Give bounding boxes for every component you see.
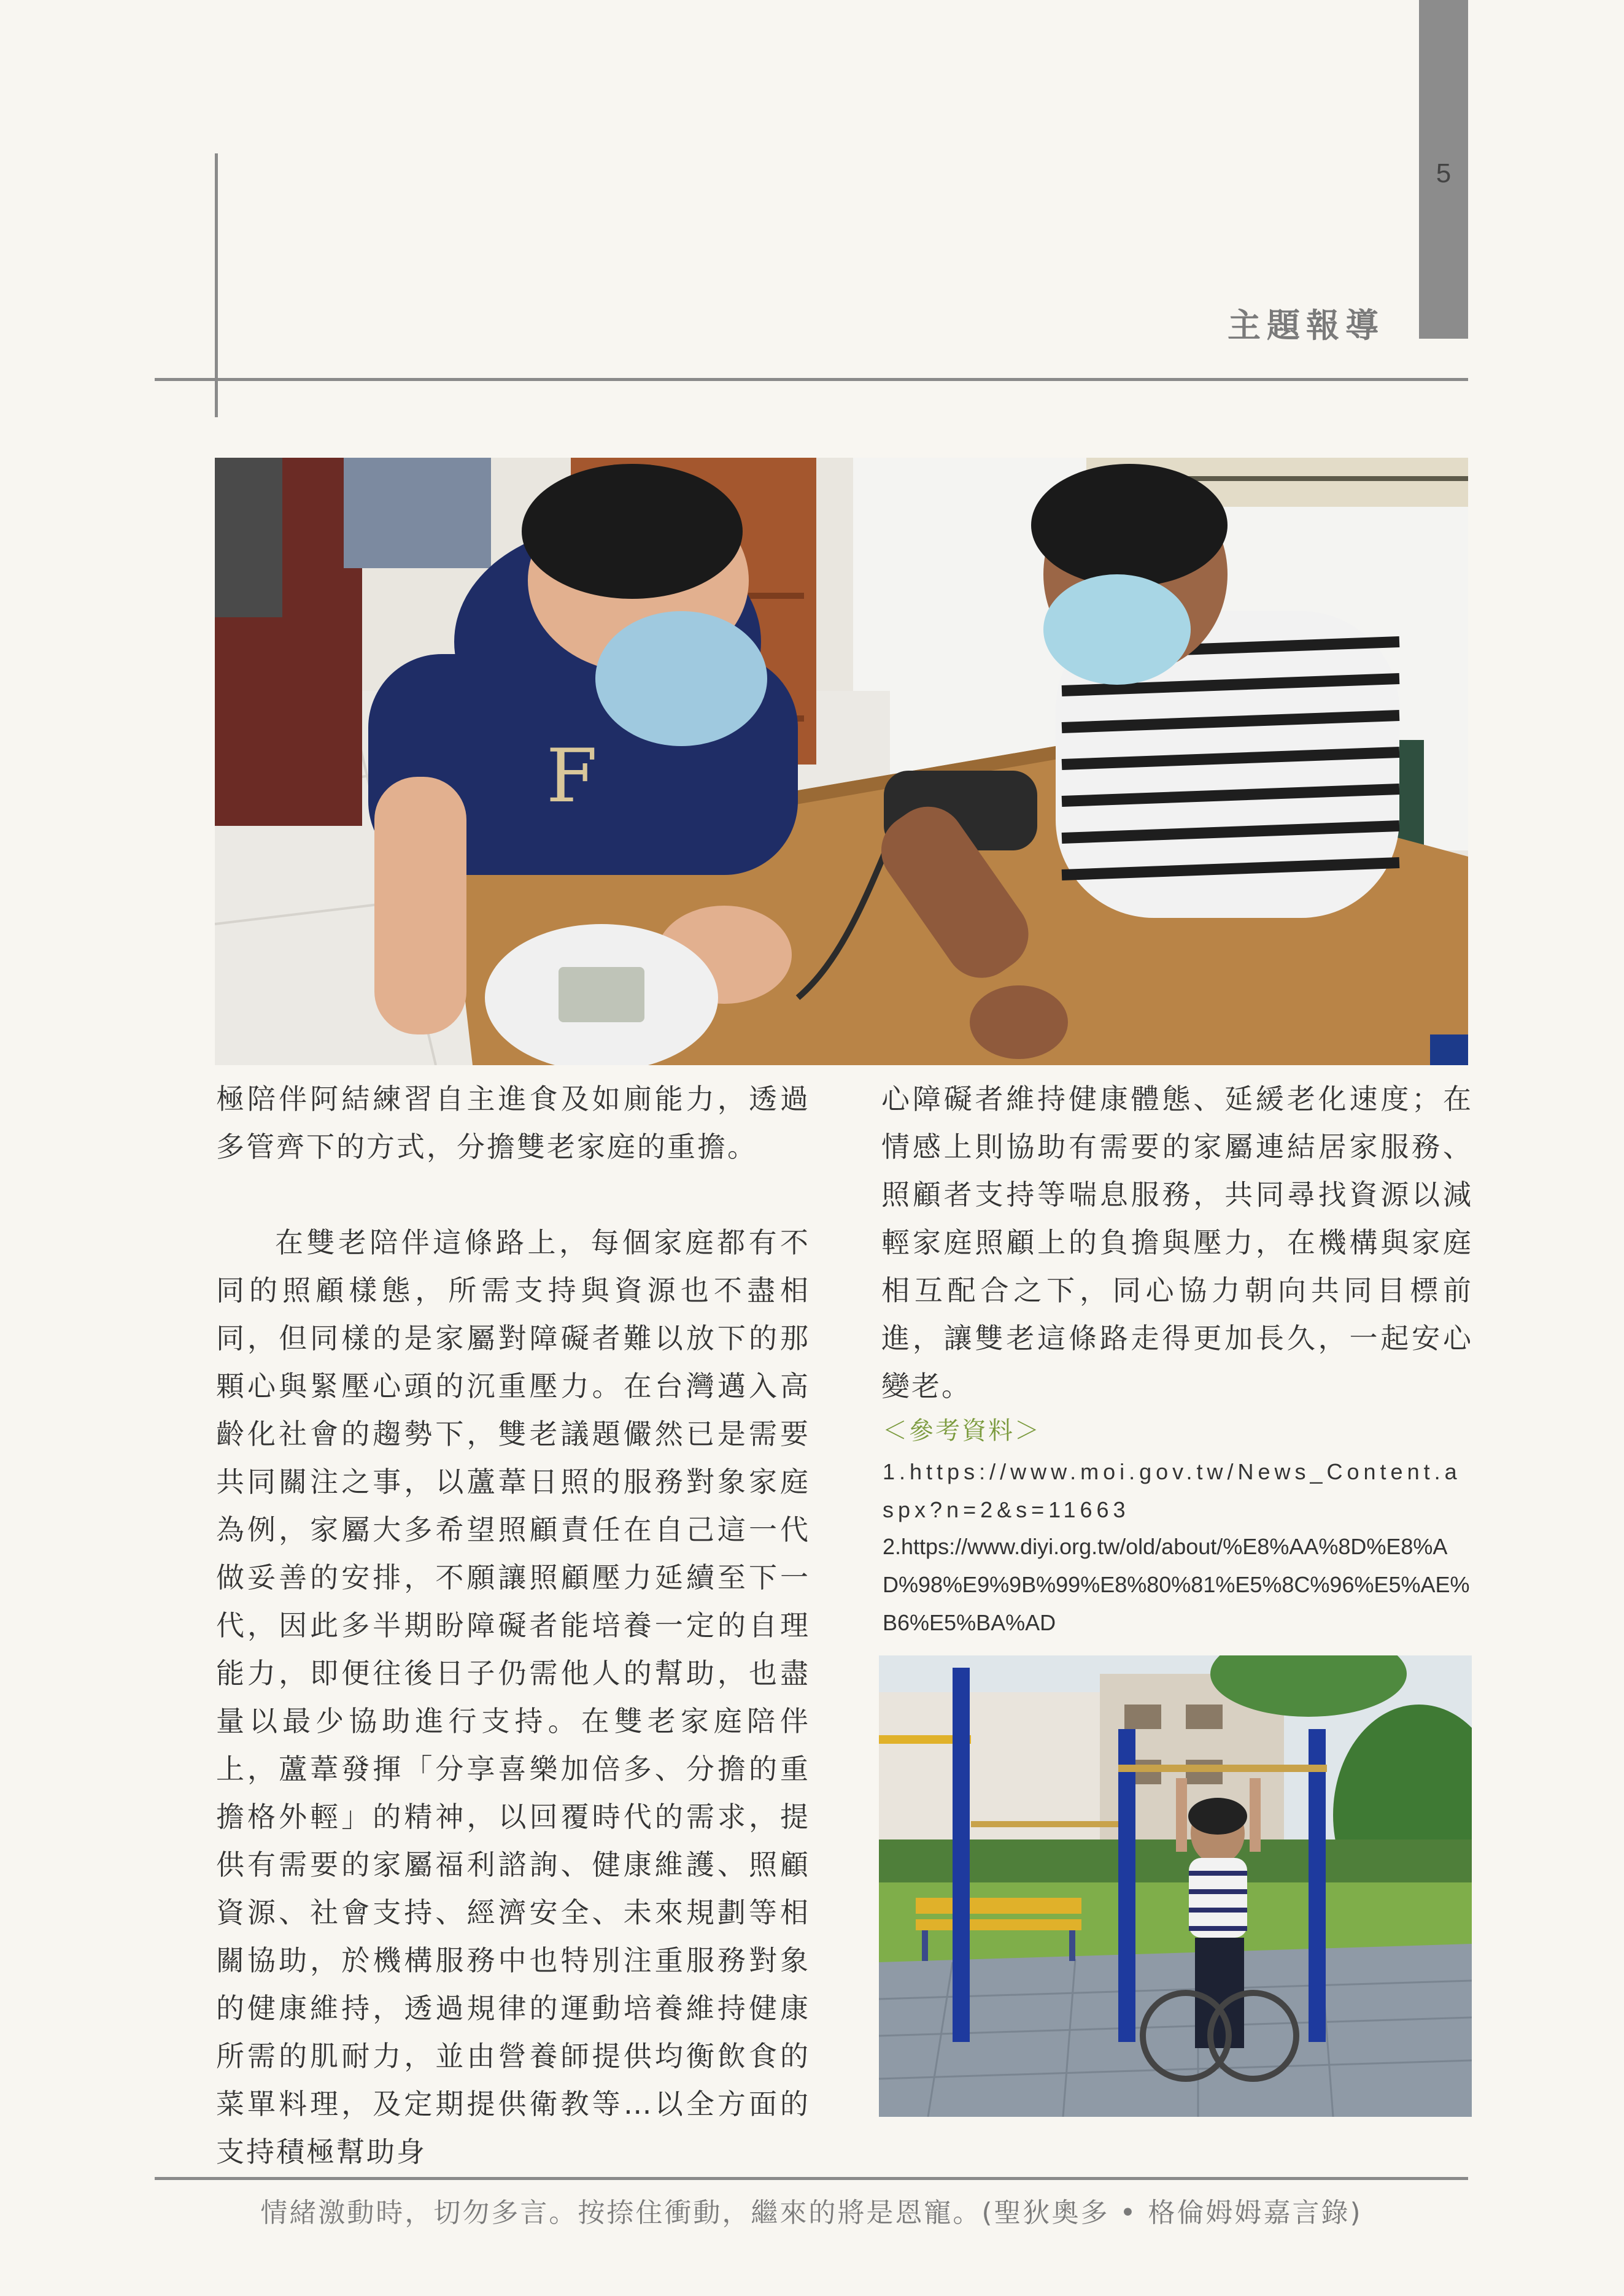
left-paragraph-1: 極陪伴阿結練習自主進食及如廁能力，透過多管齊下的方式，分擔雙老家庭的重擔。 bbox=[216, 1082, 810, 1163]
blood-pressure-measurement-photo bbox=[215, 458, 1468, 1065]
references-title: ＜參考資料＞ bbox=[883, 1417, 1041, 1445]
svg-text:F: F bbox=[546, 734, 598, 819]
top-photo bbox=[215, 458, 1468, 1065]
reference-link-1[interactable]: 1.https://www.moi.gov.tw/News_Content.aspx?n=2&s=11663 bbox=[883, 1459, 1461, 1522]
header-rule bbox=[155, 378, 1468, 381]
bottom-photo bbox=[879, 1655, 1472, 2117]
outdoor-exercise-bars-photo bbox=[879, 1655, 1472, 2117]
right-paragraph-1: 心障礙者維持健康體態、延緩老化速度；在情感上則協助有需要的家屬連結居家服務、照顧者支持等喘息服務，共同尋找資源以減輕家庭照顧上的負擔與壓力，在機構與家庭相互配合之下，同心協力朝向共同目標前進，讓雙老這條路走得更加長久，一起安心變老。 bbox=[881, 1082, 1473, 1403]
footer-rule bbox=[155, 2177, 1468, 2180]
reference-link-2[interactable]: 2.https://www.diyi.org.tw/old/about/%E8%AA%8D%E8%AD%98%E9%9B%99%E8%80%81%E5%8C%96%E5%AE%B6%E5%BA%AD bbox=[883, 1534, 1470, 1635]
footer-quote: 情緒激動時，切勿多言。按捺住衝動，繼來的將是恩寵。(聖狄奧多 • 格倫姆姆嘉言錄) bbox=[260, 2197, 1363, 2229]
left-paragraph-2: 在雙老陪伴這條路上，每個家庭都有不同的照顧樣態，所需支持與資源也不盡相同，但同樣的是家屬對障礙者難以放下的那顆心與緊壓心頭的沉重壓力。在台灣邁入高齡化社會的趨勢下，雙老議題儼然已是需要共同關注之事，以蘆葦日照的服務對象家庭為例，家屬大多希望照顧責任在自己這一代做妥善的安排，不願讓照顧壓力延續至下一代，因此多半期盼障礙者能培養一定的自理能力，即便往後日子仍需他人的幫助，也盡量以最少協助進行支持。在雙老家庭陪伴上，蘆葦發揮「分享喜樂加倍多、分擔的重擔格外輕」的精神，以回覆時代的需求，提供有需要的家屬福利諮詢、健康維護、照顧資源、社會支持、經濟安全、未來規劃等相關協助，於機構服務中也特別注重服務對象的健康維持，透過規律的運動培養維持健康所需的肌耐力，並由營養師提供均衡飲食的菜單料理，及定期提供衛教等…以全方面的支持積極幫助身 bbox=[216, 1226, 810, 2168]
section-title: 主題報導 bbox=[1228, 306, 1385, 345]
page-number: 5 bbox=[1436, 158, 1452, 188]
